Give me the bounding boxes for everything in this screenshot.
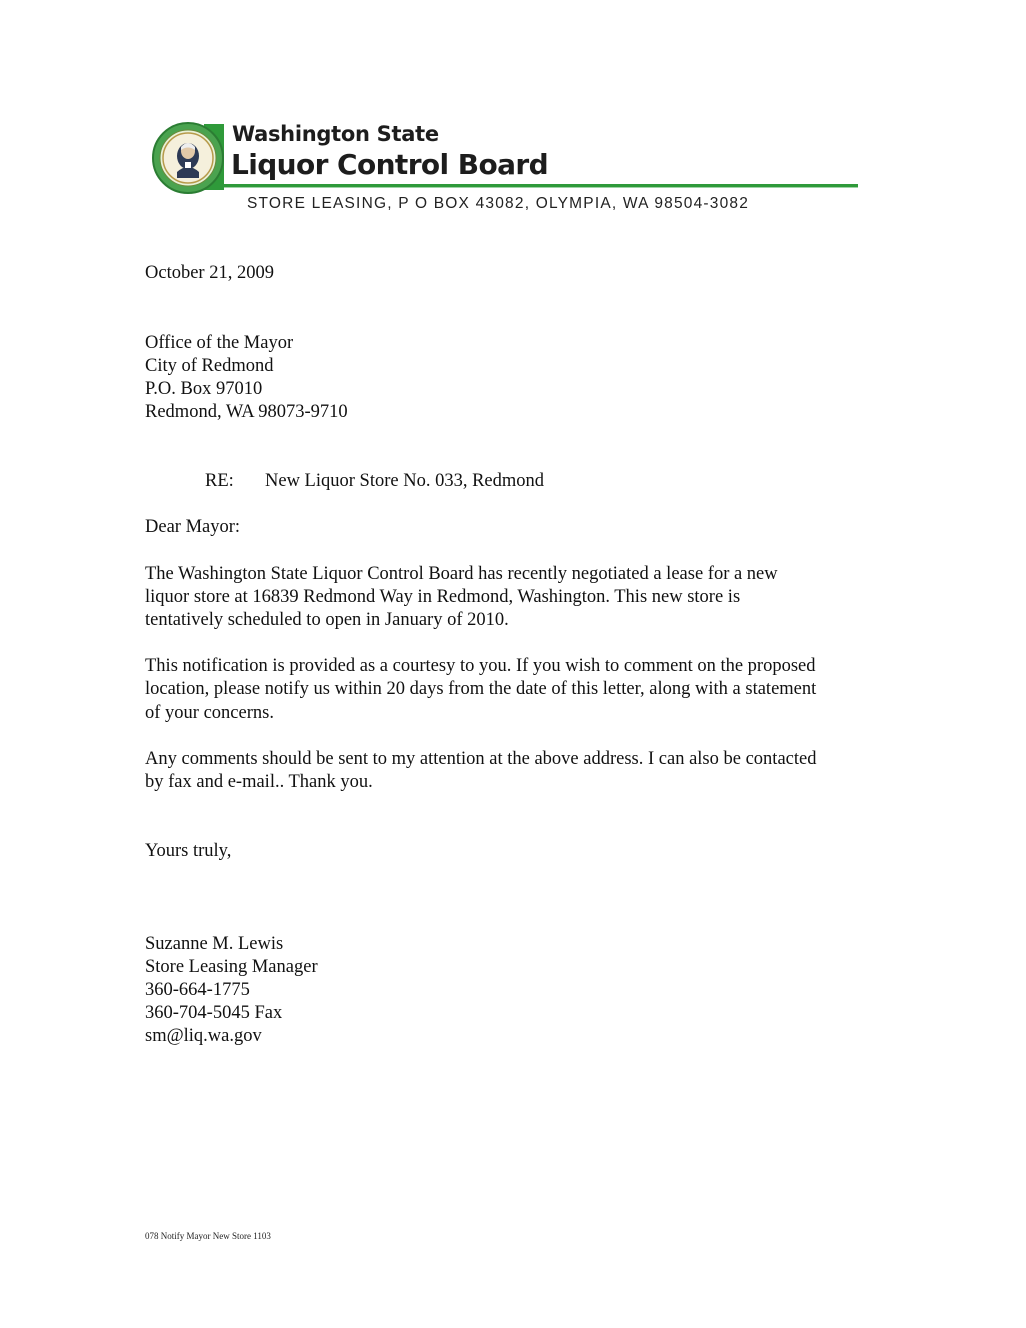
paragraph-line: The Washington State Liquor Control Board has recently negotiated a lease for a new	[145, 564, 778, 584]
recipient-line: Redmond, WA 98073-9710	[145, 402, 348, 422]
re-label: RE:	[205, 471, 234, 491]
signer-title: Store Leasing Manager	[145, 957, 318, 977]
letterhead-address: STORE LEASING, P O BOX 43082, OLYMPIA, WA 98504-3082	[247, 195, 750, 212]
paragraph-line: of your concerns.	[145, 703, 274, 723]
salutation: Dear Mayor:	[145, 517, 241, 537]
agency-name-line2: Liquor Control Board	[231, 148, 549, 181]
agency-name-line1: Washington State	[232, 122, 439, 146]
recipient-line: City of Redmond	[145, 356, 274, 376]
signer-email: sm@liq.wa.gov	[145, 1026, 262, 1046]
re-subject: New Liquor Store No. 033, Redmond	[265, 471, 545, 491]
washington-state-seal-icon	[150, 120, 226, 196]
closing: Yours truly,	[145, 841, 232, 861]
paragraph-line: tentatively scheduled to open in January of 2010.	[145, 610, 509, 630]
signer-name: Suzanne M. Lewis	[145, 934, 284, 954]
letter-date: October 21, 2009	[145, 263, 274, 283]
letterhead	[148, 118, 860, 198]
paragraph-line: This notification is provided as a courtesy to you. If you wish to comment on the proposed	[145, 656, 816, 676]
paragraph-line: Any comments should be sent to my attention at the above address. I can also be contacted	[145, 749, 817, 769]
signer-phone: 360-664-1775	[145, 980, 250, 1000]
signer-fax: 360-704-5045 Fax	[145, 1003, 283, 1023]
paragraph-line: liquor store at 16839 Redmond Way in Redmond, Washington. This new store is	[145, 587, 741, 607]
recipient-line: P.O. Box 97010	[145, 379, 263, 399]
paragraph-line: by fax and e-mail.. Thank you.	[145, 772, 373, 792]
recipient-line: Office of the Mayor	[145, 333, 294, 353]
letterhead-rule	[224, 184, 858, 188]
document-reference: 078 Notify Mayor New Store 1103	[145, 1231, 271, 1241]
paragraph-line: location, please notify us within 20 days from the date of this letter, along with a statement	[145, 679, 817, 699]
